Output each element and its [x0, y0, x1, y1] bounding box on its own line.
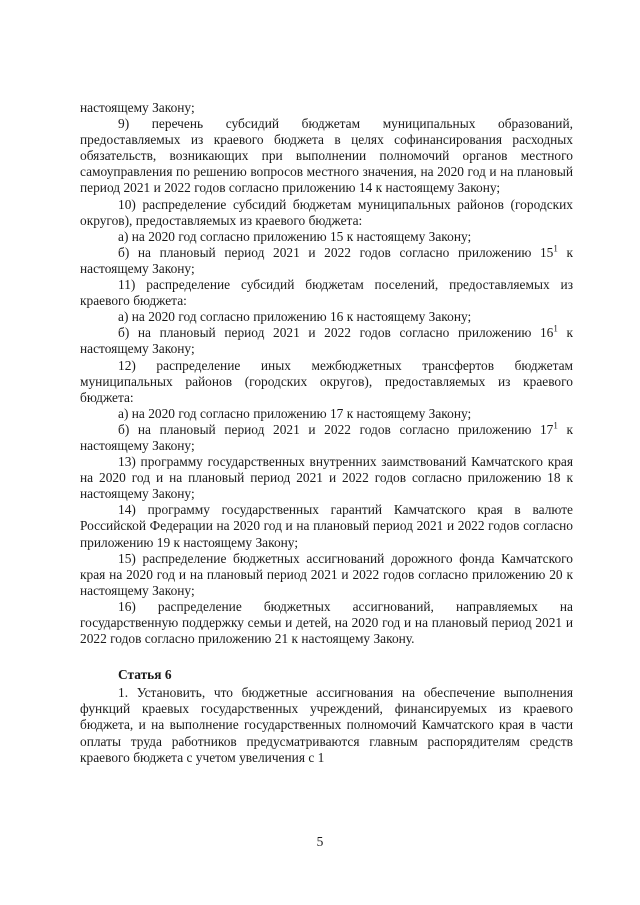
- item-11-b: [80, 325, 573, 357]
- item-11-b-superscript: 1: [553, 323, 558, 334]
- item-12-b-tail: к настоящему Закону;: [80, 421, 573, 453]
- item-10-a: а) на 2020 год согласно приложению 15 к настоящему Закону;: [118, 228, 472, 244]
- item-10-b-text: б) на плановый период 2021 и 2022 годов согласно приложению 15: [118, 244, 554, 260]
- item-11-b-text: б) на плановый период 2021 и 2022 годов согласно приложению 16: [118, 325, 554, 341]
- item-12: 12) распределение иных межбюджетных трансфертов бюджетам муниципальных районов (городских округов), предоставляемых из краевого бюджета:: [80, 357, 573, 405]
- item-12-b: [80, 422, 573, 454]
- item-12-b-text: б) на плановый период 2021 и 2022 годов согласно приложению 17: [118, 421, 554, 437]
- item-9: 9) перечень субсидий бюджетам муниципальных образований, предоставляемых из краевого бюджета в целях софинансирования расходных обязательств, возникающих при выполнении полномочий органов местного самоуправления по решению вопросов местного значения, на 2020 год и на плановый период 2021 и 2022 годов согласно приложению 14 к настоящему Закону;: [80, 116, 573, 196]
- item-15: 15) распределение бюджетных ассигнований дорожного фонда Камчатского края на 2020 год и на плановый период 2021 и 2022 годов согласно приложению 20 к настоящему Закону;: [80, 550, 573, 598]
- item-12-a: а) на 2020 год согласно приложению 17 к настоящему Закону;: [118, 405, 472, 421]
- item-14: 14) программу государственных гарантий Камчатского края в валюте Российской Федерации на 2020 год и на плановый период 2021 и 2022 годов согласно приложению 19 к настоящему Закону;: [80, 502, 573, 550]
- article-heading: Статья 6: [118, 667, 172, 683]
- item-10-b-superscript: 1: [553, 243, 558, 254]
- article-paragraph-1: 1. Установить, что бюджетные ассигнования на обеспечение выполнения функций краевых государственных учреждений, финансируемых из краевого бюджета, и на выполнение государственных полномочий Камчатского края в части оплаты труда работников предусматриваются главным распорядителям средств краевого бюджета с учетом увеличения с 1: [80, 685, 573, 765]
- item-11: 11) распределение субсидий бюджетам поселений, предоставляемых из краевого бюджета:: [80, 277, 573, 309]
- item-10: 10) распределение субсидий бюджетам муниципальных районов (городских округов), предоставляемых из краевого бюджета:: [80, 196, 573, 228]
- item-10-b: [80, 245, 573, 277]
- item-10-b-tail: к настоящему Закону;: [80, 244, 573, 276]
- item-16: 16) распределение бюджетных ассигнований, направляемых на государственную поддержку семьи и детей, на 2020 год и на плановый период 2021 и 2022 годов согласно приложению 21 к настоящему Закону.: [80, 598, 573, 647]
- page-number: 5: [316, 834, 324, 849]
- item-11-b-tail: к настоящему Закону;: [80, 325, 573, 357]
- item-13: 13) программу государственных внутренних заимствований Камчатского края на 2020 год и на плановый период 2021 и 2022 годов согласно приложению 18 к настоящему Закону;: [80, 454, 573, 502]
- paragraph-continuation: настоящему Закону;: [80, 100, 195, 115]
- document-page: [80, 100, 573, 766]
- item-12-b-superscript: 1: [553, 420, 558, 431]
- item-11-a: а) на 2020 год согласно приложению 16 к настоящему Закону;: [118, 309, 472, 325]
